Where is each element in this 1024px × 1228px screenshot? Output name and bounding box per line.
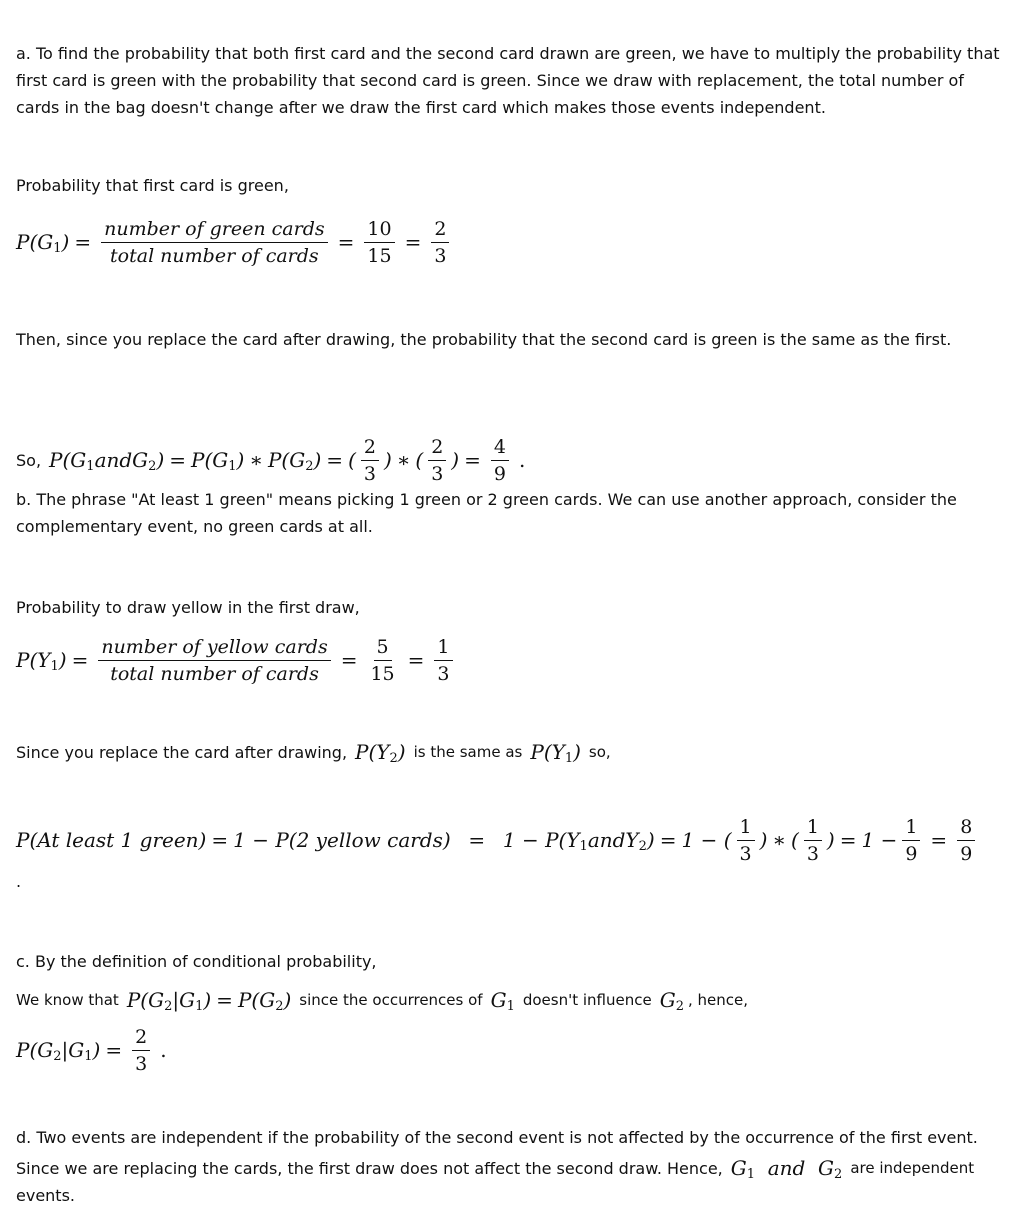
math-operator: =	[71, 648, 89, 672]
math-term: P(Y	[355, 740, 390, 764]
fraction-denominator: total number of cards	[110, 244, 319, 267]
math-operator: =	[404, 230, 422, 254]
equation-conditional-result	[16, 1025, 172, 1076]
math-term: andY	[587, 828, 639, 852]
fraction-denominator: total number of cards	[110, 662, 319, 685]
math-subscript: 2	[675, 998, 684, 1014]
fraction-numerator: number of green cards	[101, 217, 328, 243]
part-d-text2-post: are independent	[850, 1159, 975, 1177]
math-term: )	[283, 988, 292, 1012]
math-fraction	[361, 435, 379, 486]
math-term: P(G	[49, 448, 87, 472]
math-term: )	[61, 230, 70, 254]
part-d-text1: d. Two events are independent if the probability of the second event is not affected by the occurrence of the first event.	[16, 1128, 978, 1147]
math-subscript: 2	[389, 750, 398, 766]
math-term: )	[156, 448, 165, 472]
math-term: )	[451, 448, 460, 472]
math-operator: =	[216, 988, 233, 1012]
math-term: |G	[172, 988, 196, 1012]
math-term: andG	[94, 448, 149, 472]
math-subscript: 1	[746, 1166, 756, 1182]
math-operator: ∗	[772, 828, 786, 852]
part-c-intro: c. By the definition of conditional probability,	[16, 952, 377, 971]
math-subscript: 2	[275, 998, 284, 1014]
math-fraction	[132, 1025, 150, 1076]
math-term: (	[791, 828, 799, 852]
fraction-numerator: 2	[428, 435, 446, 461]
fraction-denominator: 9	[905, 842, 918, 865]
fraction-denominator: 3	[739, 842, 752, 865]
math-term: P(Y	[16, 648, 51, 672]
fraction-numerator: 2	[132, 1025, 150, 1051]
math-operator: =	[455, 828, 498, 852]
fraction-numerator: 5	[374, 635, 392, 661]
math-g1	[491, 988, 515, 1012]
math-fraction	[804, 815, 822, 866]
know-mid: since the occurrences of	[299, 991, 483, 1009]
math-term: P(At least 1 green)	[16, 828, 207, 852]
fraction-numerator: 2	[431, 217, 449, 243]
math-term: 1 − P(2 yellow cards)	[233, 828, 451, 852]
math-term: |G	[61, 1038, 85, 1062]
part-b-intro: b. The phrase "At least 1 green" means picking 1 green or 2 green cards. We can use another approach, consider the complementary event, no green cards at all.	[16, 490, 957, 536]
math-term: )	[92, 1038, 101, 1062]
math-fraction	[431, 217, 449, 268]
since-text: Since you replace the card after drawing,	[16, 742, 348, 762]
math-operator: .	[518, 448, 526, 472]
equation-at-least-one-green	[16, 815, 980, 866]
fraction-numerator: number of yellow cards	[98, 635, 330, 661]
math-fraction	[434, 635, 452, 686]
fraction-numerator: 8	[957, 815, 975, 841]
math-fraction	[737, 815, 755, 866]
math-term: P(Y	[530, 740, 565, 764]
fraction-numerator: 1	[804, 815, 822, 841]
math-subscript: 1	[84, 1048, 93, 1064]
math-term: )	[383, 448, 392, 472]
math-operator: =	[464, 448, 481, 472]
math-term: )	[759, 828, 768, 852]
part-d-text3: events.	[16, 1186, 75, 1205]
math-operator: =	[659, 828, 677, 852]
math-operator: =	[74, 230, 92, 254]
math-subscript: 1	[195, 998, 204, 1014]
math-term: )	[203, 988, 212, 1012]
fraction-denominator: 3	[806, 842, 819, 865]
math-term: G	[730, 1156, 747, 1180]
math-term: 1 − (	[681, 828, 732, 852]
math-conditional	[127, 988, 291, 1012]
part-b-prob-label: Probability to draw yellow in the first draw,	[16, 598, 360, 617]
math-term: )	[646, 828, 655, 852]
fraction-denominator: 3	[363, 462, 376, 485]
math-fraction	[491, 435, 509, 486]
math-fraction	[902, 815, 920, 866]
fraction-denominator: 3	[135, 1052, 148, 1075]
math-operator: =	[930, 828, 948, 852]
math-subscript: 1	[564, 750, 574, 766]
since-post: so,	[588, 743, 611, 761]
math-term: P(G	[237, 988, 276, 1012]
math-subscript: 1	[228, 458, 237, 474]
fraction-numerator: 4	[491, 435, 509, 461]
math-subscript: 1	[50, 658, 59, 674]
math-subscript: 2	[53, 1048, 62, 1064]
math-term: 1 −	[861, 828, 898, 852]
know-pre: We know that	[16, 991, 119, 1009]
equation-p-g1-and-g2	[49, 435, 530, 486]
math-g2	[660, 988, 684, 1012]
math-fraction	[101, 217, 328, 268]
math-operator: .	[160, 1038, 167, 1062]
math-fraction	[367, 635, 397, 686]
math-subscript: 2	[834, 1166, 843, 1182]
math-term: G	[490, 988, 507, 1012]
math-p-y2	[355, 740, 406, 764]
fraction-numerator: 1	[902, 815, 920, 841]
math-subscript: 2	[638, 838, 647, 854]
math-term: P(G	[191, 448, 229, 472]
trailing-dot: .	[16, 872, 22, 891]
equation-p-y1	[16, 635, 458, 686]
math-term: P(G	[16, 230, 54, 254]
fraction-numerator: 1	[737, 815, 755, 841]
part-a-prob-label: Probability that first card is green,	[16, 176, 289, 195]
math-p-y1	[530, 740, 581, 764]
math-term: and G	[755, 1156, 835, 1180]
math-term: P(G	[126, 988, 165, 1012]
fraction-numerator: 10	[364, 217, 394, 243]
math-operator: =	[407, 648, 425, 672]
math-operator: =	[211, 828, 229, 852]
math-term: )	[58, 648, 67, 672]
math-operator: ∗	[249, 448, 263, 472]
math-term: )	[236, 448, 245, 472]
fraction-denominator: 3	[437, 662, 450, 685]
math-fraction	[428, 435, 446, 486]
math-term: (	[415, 448, 424, 472]
know-mid2: doesn't influence	[522, 991, 652, 1009]
math-term: )	[313, 448, 322, 472]
part-a-then-text: Then, since you replace the card after drawing, the probability that the second card is green is the same as the first.	[16, 330, 952, 349]
math-subscript: 2	[148, 458, 157, 474]
math-term: P(G	[267, 448, 306, 472]
math-subscript: 2	[305, 458, 314, 474]
fraction-denominator: 15	[370, 662, 395, 685]
math-operator: =	[340, 648, 358, 672]
math-subscript: 1	[579, 838, 588, 854]
fraction-denominator: 3	[434, 244, 447, 267]
math-term: )	[826, 828, 835, 852]
fraction-denominator: 3	[431, 462, 444, 485]
math-subscript: 1	[506, 998, 515, 1014]
math-fraction	[957, 815, 975, 866]
math-operator: ∗	[396, 448, 411, 472]
part-a-intro: a. To find the probability that both first card and the second card drawn are green, we have to multiply the probability that first card is green with the probability that second card is green. Since we draw with replacement, the total number of cards in the bag doesn't change after we draw the first card which makes those events independent.	[16, 44, 1000, 117]
math-operator: =	[169, 448, 187, 472]
math-term: P(G	[16, 1038, 54, 1062]
fraction-denominator: 15	[367, 244, 392, 267]
fraction-numerator: 2	[361, 435, 379, 461]
fraction-numerator: 1	[434, 635, 452, 661]
know-post: , hence,	[687, 991, 749, 1009]
math-subscript: 2	[164, 998, 173, 1014]
math-term: )	[397, 740, 406, 764]
so-label: So,	[16, 450, 42, 470]
part-d-text2: Since we are replacing the cards, the first draw does not affect the second draw. Hence,	[16, 1158, 723, 1178]
math-g1-and-g2	[731, 1156, 843, 1180]
math-operator: =	[839, 828, 857, 852]
math-operator: =	[337, 230, 355, 254]
math-term: (	[348, 448, 356, 472]
math-term: G	[659, 988, 676, 1012]
equation-p-g1	[16, 217, 454, 268]
math-term: 1 − P(Y	[502, 828, 580, 852]
math-subscript: 1	[86, 458, 95, 474]
math-fraction	[364, 217, 394, 268]
math-term: )	[573, 740, 581, 764]
math-fraction	[98, 635, 330, 686]
math-subscript: 1	[53, 240, 62, 256]
math-operator: =	[326, 448, 344, 472]
fraction-denominator: 9	[960, 842, 973, 865]
fraction-denominator: 9	[493, 462, 506, 485]
math-operator: =	[105, 1038, 123, 1062]
since-mid: is the same as	[413, 743, 523, 761]
